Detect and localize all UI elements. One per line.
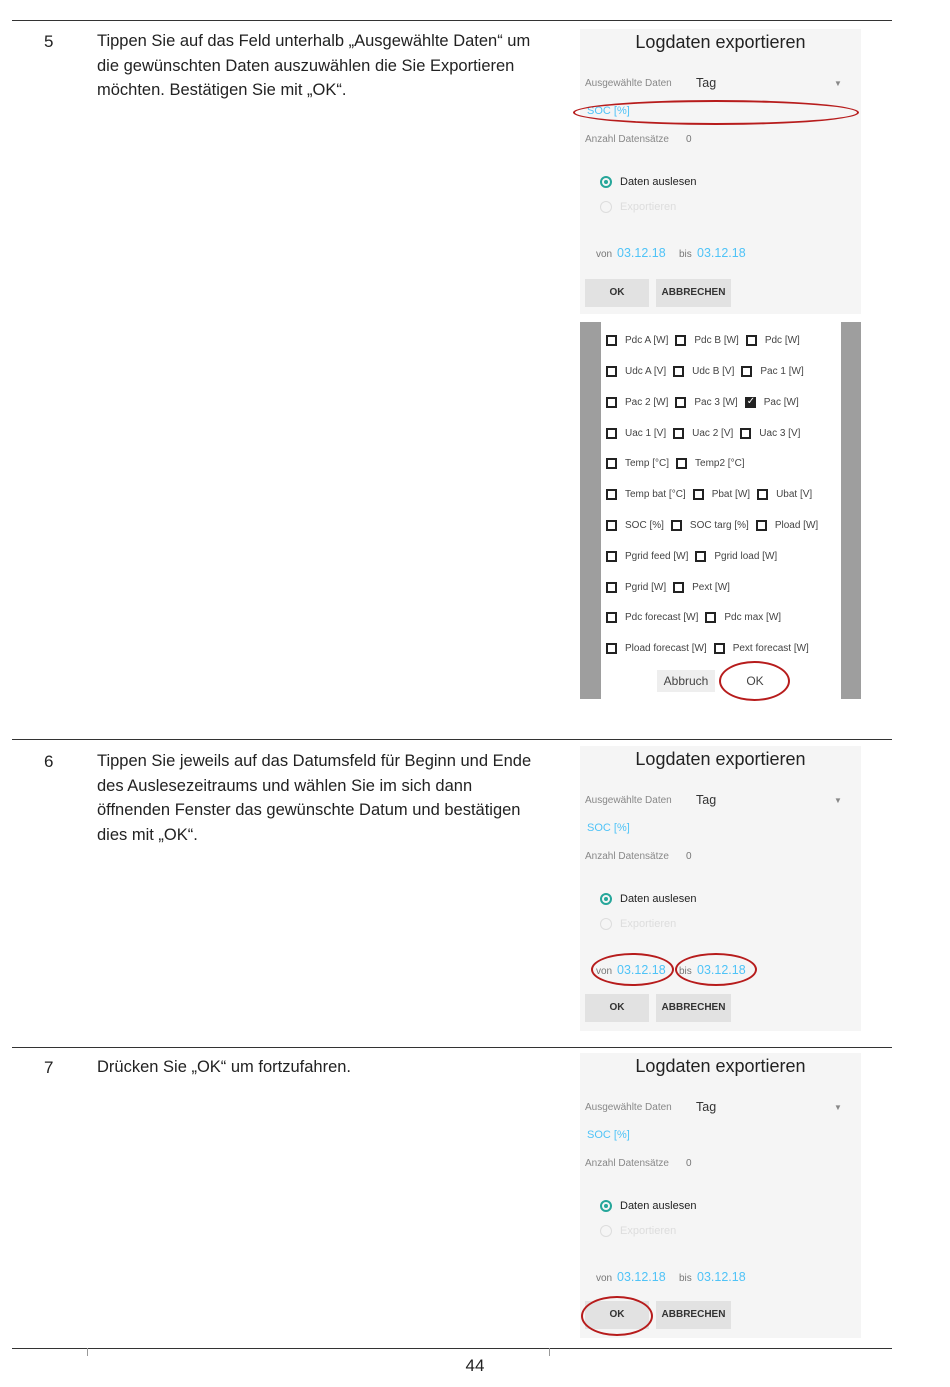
checkbox-label: Udc A [V] (625, 366, 667, 378)
radio-export[interactable] (600, 201, 612, 213)
table-tick (549, 1348, 550, 1356)
checkbox-label: Temp2 [°C] (695, 458, 745, 470)
radio-export-label: Exportieren (620, 1225, 677, 1237)
checkbox-label: Pdc A [W] (625, 335, 669, 347)
radio-export-label: Exportieren (620, 201, 677, 213)
step-instruction: Drücken Sie „OK“ um fortzufahren. (97, 1058, 352, 1076)
checkbox-label: Pload forecast [W] (625, 643, 707, 655)
radio-read-label: Daten auslesen (620, 1200, 697, 1212)
picker-row (606, 640, 816, 660)
checkbox[interactable] (746, 335, 757, 346)
checkbox[interactable] (606, 335, 617, 346)
checkbox-label: Pbat [W] (711, 489, 751, 501)
checkbox[interactable] (606, 582, 617, 593)
checkbox[interactable] (675, 335, 686, 346)
highlight-circle (719, 661, 790, 701)
step-number: 6 (44, 752, 54, 771)
checkbox-label: Pgrid feed [W] (625, 550, 689, 562)
picker-row (606, 455, 752, 475)
checkbox[interactable] (671, 520, 682, 531)
checkbox-label: Uac 2 [V] (692, 427, 734, 439)
selected-data-label: Ausgewählte Daten (585, 78, 672, 89)
selected-data-label: Ausgewählte Daten (585, 1102, 672, 1113)
selected-data-label: Ausgewählte Daten (585, 795, 672, 806)
table-rule (12, 20, 892, 21)
checkbox-label: Pdc max [W] (724, 612, 782, 624)
period-select[interactable]: Tag (696, 1100, 717, 1114)
checkbox[interactable] (606, 428, 617, 439)
checkbox[interactable] (606, 458, 617, 469)
ok-button[interactable]: OK (585, 994, 649, 1022)
radio-read-data[interactable] (600, 893, 612, 905)
picker-row (606, 332, 807, 352)
export-dialog (580, 746, 861, 1031)
cancel-button[interactable]: ABBRECHEN (656, 994, 731, 1022)
checkbox[interactable] (745, 397, 756, 408)
checkbox-label: Temp [°C] (625, 458, 670, 470)
checkbox-label: Temp bat [°C] (625, 489, 686, 501)
dialog-title: Logdaten exportieren (635, 1056, 806, 1076)
page-number: 44 (465, 1356, 485, 1375)
picker-row (606, 578, 737, 598)
dialog-title: Logdaten exportieren (635, 32, 806, 52)
picker-row (606, 609, 788, 629)
picker-row (606, 363, 811, 383)
step-number: 5 (44, 32, 54, 51)
checkbox[interactable] (673, 366, 684, 377)
record-count-value: 0 (686, 1158, 692, 1169)
from-date-field[interactable]: 03.12.18 (617, 246, 666, 260)
table-rule (12, 739, 892, 740)
checkbox[interactable] (693, 489, 704, 500)
checkbox[interactable] (606, 366, 617, 377)
radio-export-label: Exportieren (620, 918, 677, 930)
selected-data-field[interactable]: SOC [%] (587, 822, 630, 834)
checkbox[interactable] (757, 489, 768, 500)
selected-data-field[interactable]: SOC [%] (587, 105, 630, 117)
checkbox-label: Pac 1 [W] (760, 366, 804, 378)
checkbox[interactable] (741, 366, 752, 377)
picker-ok-button[interactable]: OK (730, 670, 780, 692)
to-label: bis (679, 249, 692, 260)
cancel-button[interactable]: ABBRECHEN (656, 1301, 731, 1329)
highlight-circle (675, 953, 757, 986)
record-count-label: Anzahl Datensätze (585, 1158, 669, 1169)
highlight-circle (591, 953, 674, 986)
from-label: von (596, 249, 613, 260)
dropdown-arrow-icon[interactable]: ▼ (834, 796, 842, 805)
to-date-field[interactable]: 03.12.18 (697, 963, 746, 977)
cancel-button[interactable]: ABBRECHEN (656, 279, 731, 307)
picker-row (606, 517, 825, 537)
checkbox[interactable] (714, 643, 725, 654)
step-instruction: Tippen Sie jeweils auf das Datumsfeld für Beginn und Ende des Auslesezeitraums und wählen Sie im sich dann öffnenden Fenster das gewünschte Datum und bestätigen dies mit „OK“. (97, 752, 532, 844)
dropdown-arrow-icon[interactable]: ▼ (834, 79, 842, 88)
ok-button[interactable]: OK (585, 279, 649, 307)
to-date-field[interactable]: 03.12.18 (697, 246, 746, 260)
radio-read-label: Daten auslesen (620, 176, 697, 188)
checkbox[interactable] (673, 582, 684, 593)
record-count-label: Anzahl Datensätze (585, 134, 669, 145)
radio-read-data[interactable] (600, 1200, 612, 1212)
data-selection-picker (580, 322, 861, 699)
checkbox[interactable] (756, 520, 767, 531)
from-label: von (596, 966, 613, 977)
checkbox[interactable] (673, 428, 684, 439)
radio-export[interactable] (600, 1225, 612, 1237)
ok-button[interactable]: OK (585, 1301, 649, 1329)
checkbox-label: Pgrid [W] (625, 581, 667, 593)
table-rule (12, 1047, 892, 1048)
to-label: bis (679, 966, 692, 977)
checkbox[interactable] (606, 612, 617, 623)
checkbox-label: SOC targ [%] (689, 520, 749, 532)
checkbox-label: Ubat [V] (776, 489, 813, 501)
table-rule (12, 1348, 892, 1349)
checkbox-label: Uac 1 [V] (625, 427, 667, 439)
step-number: 7 (44, 1058, 54, 1077)
checkbox[interactable] (740, 428, 751, 439)
radio-export[interactable] (600, 918, 612, 930)
from-date-field[interactable]: 03.12.18 (617, 1270, 666, 1284)
from-date-field[interactable]: 03.12.18 (617, 963, 666, 977)
checkbox-label: Pgrid load [W] (714, 550, 778, 562)
checkbox[interactable] (606, 520, 617, 531)
checkbox[interactable] (606, 489, 617, 500)
export-dialog (580, 29, 861, 314)
checkbox-label: Pac 3 [W] (694, 396, 738, 408)
checkbox[interactable] (676, 458, 687, 469)
checkbox-label: SOC [%] (625, 520, 664, 532)
dropdown-arrow-icon[interactable]: ▼ (834, 1103, 842, 1112)
record-count-label: Anzahl Datensätze (585, 851, 669, 862)
picker-row (606, 486, 819, 506)
checkbox-label: Pext forecast [W] (732, 643, 809, 655)
checkbox-label: Pdc [W] (764, 335, 800, 347)
checkbox-label: Pload [W] (774, 520, 819, 532)
checkbox-label: Pac [W] (763, 396, 799, 408)
checkbox-label: Uac 3 [V] (759, 427, 801, 439)
checkbox-label: Pdc forecast [W] (625, 612, 699, 624)
checkbox-label: Pext [W] (692, 581, 730, 593)
selected-data-field[interactable]: SOC [%] (587, 1129, 630, 1141)
checkbox-label: Pac 2 [W] (625, 396, 669, 408)
checkbox-label: Pdc B [W] (694, 335, 739, 347)
checkbox[interactable] (695, 551, 706, 562)
dialog-title: Logdaten exportieren (635, 749, 806, 769)
checkbox[interactable] (675, 397, 686, 408)
radio-read-data[interactable] (600, 176, 612, 188)
from-label: von (596, 1273, 613, 1284)
highlight-circle (573, 100, 859, 125)
record-count-value: 0 (686, 134, 692, 145)
to-date-field[interactable]: 03.12.18 (697, 1270, 746, 1284)
picker-row (606, 424, 807, 444)
table-tick (87, 1348, 88, 1356)
checkbox-label: Udc B [V] (692, 366, 735, 378)
checkbox[interactable] (705, 612, 716, 623)
record-count-value: 0 (686, 851, 692, 862)
highlight-circle (581, 1296, 653, 1336)
checkbox[interactable] (606, 397, 617, 408)
picker-row (606, 548, 784, 568)
period-select[interactable]: Tag (696, 76, 717, 90)
period-select[interactable]: Tag (696, 793, 717, 807)
picker-row (606, 394, 806, 414)
checkbox[interactable] (606, 643, 617, 654)
checkbox[interactable] (606, 551, 617, 562)
radio-read-label: Daten auslesen (620, 893, 697, 905)
step-instruction: Tippen Sie auf das Feld unterhalb „Ausgewählte Daten“ um die gewünschten Daten auszuwählen die Sie Exportieren möchten. Bestätigen Sie mit „OK“. (97, 32, 531, 99)
picker-cancel-button[interactable]: Abbruch (657, 670, 715, 692)
to-label: bis (679, 1273, 692, 1284)
